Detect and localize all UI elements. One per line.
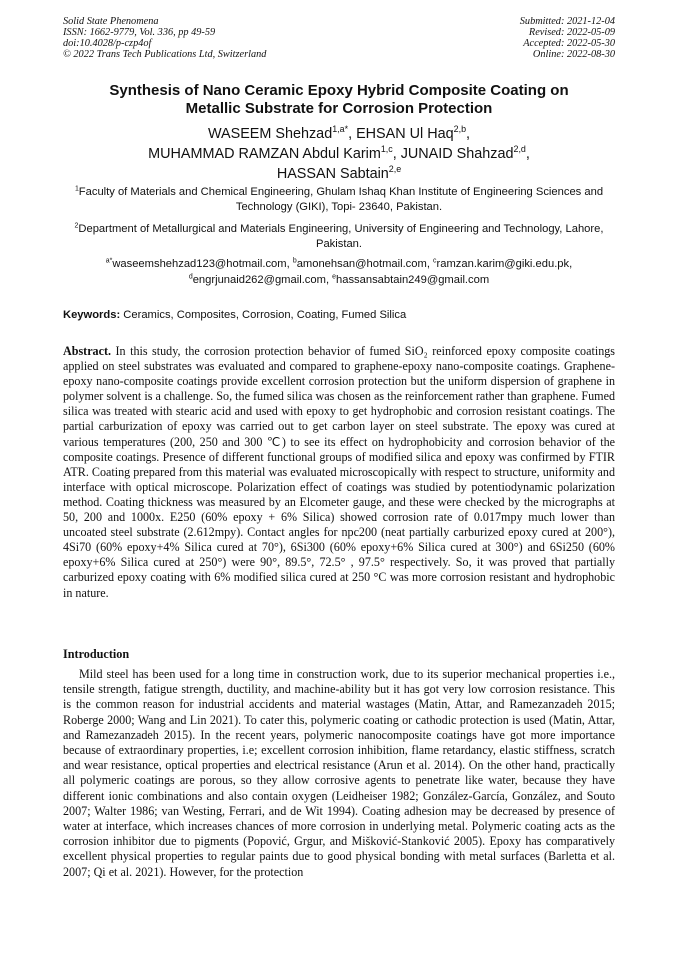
affiliation [63,222,615,252]
author-name: MUHAMMAD RAMZAN Abdul Karim [148,146,381,162]
author-affiliation-mark: 2,d [513,144,526,155]
author-name: WASEEM Shehzad [207,126,333,142]
keywords-text: Ceramics, Composites, Corrosion, Coating, Fumed Silica [120,309,407,321]
affiliation-text: Faculty of Materials and Chemical Engineering, Ghulam Ishaq Khan Institute of Engineering Sciences and Technology (GIKI), Topi- 23640, Pakistan. [78,186,604,213]
keywords-label: Keywords: [63,309,121,321]
email: ramzan.karim@giki.edu.pk, [436,258,573,270]
email-mark: e [332,272,337,280]
email: engrjunaid262@gmail.com, [192,273,333,286]
affiliation-number: 2 [74,222,79,230]
section-heading-introduction: Introduction [63,647,130,661]
affiliation [63,185,615,215]
online-date: Online: 2022-08-30 [532,49,615,60]
revised-date: Revised: 2022-05-09 [528,27,615,38]
journal-info [63,16,266,60]
email-list [63,257,615,288]
paper-title [63,82,615,118]
introduction-paragraph: Mild steel has been used for a long time in construction work, due to its superior mechanical properties i.e., tensile strength, fatigue strength, ductility, and machine-ability but it has got very low corrosion resistance. This is the common reason for industrial accidents and material wastages (Matin, Attar, and Ramezanzadeh 2015; Roberge 2000; Wang and Lin 2021). To cater this, polymeric coating or cathodic protection is used (Matin, Attar, and Ramezanzadeh 2015). In the recent years, polymeric nanocomposite coatings have got more importance because of extraordinary properties, i.e; excellent corrosion inhibition, flame retardancy, elastic stiffness, scratch and wear resistance, optical properties and electrical resistance (Arun et al. 2014). On the other hand, practically all polymeric coatings are porous, so they allow corrosive agents to penetrate like water, because they have different ionic combinations and also contain oxygen (Leidheiser 1982; González-García, González, and Souto 2007; Walter 1986; van Westing, Ferrari, and de Wit 1994). Coating adhesion may be decreased by presence of water at interface, which increases chances of more corrosion in underlying metal. Polymeric coating acts as the corrosion inhibitor due to pigments (Popović, Grgur, and Mišković-Stanković 2005). Epoxy has comparatively excellent physical properties to regular paints due to good physical bonding with metal surfaces (Barletta et al. 2007; Qi et al. 2021). However, for the protection [63,667,615,879]
email: waseemshehzad123@hotmail.com, [112,258,293,270]
doi: doi:10.4028/p-czp4of [63,38,152,49]
dates-info [520,16,615,60]
affiliation-number: 1 [74,185,79,193]
author-affiliation-mark: 2,b [453,124,467,135]
keywords [63,308,615,322]
journal-name: Solid State Phenomena [63,16,159,27]
affiliation-text: Department of Metallurgical and Materials Engineering, University of Engineering and Technology, Lahore, Pakistan. [78,223,604,250]
submitted-date: Submitted: 2021-12-04 [519,16,615,27]
email-mark: b [292,257,297,265]
author-affiliation-mark: 1,c [380,144,393,155]
abstract-label: Abstract. [63,344,112,358]
abstract [63,344,615,601]
abstract-text: In this study, the corrosion protection behavior of fumed SiO₂ reinforced epoxy composite coatings applied on steel substrates was evaluated and compared to graphene-epoxy nano-composite coatings. Graphene-epoxy nano-composite coatings provide excellent corrosion protection but the uniform dispersion of graphene in polymer solvent is a challenge. So, the fumed silica was chosen as the reinforcement rather than graphene. Fumed silica was treated with stearic acid and used with epoxy to get hydrophobic and corrosion resistant coatings. The partial carburization of epoxy was carried out to get carbon layer on steel substrate. The epoxy was cured at various temperatures (200, 250 and 300 ℃) to see its effect on hydrophobicity and corrosion behavior of the composite coatings. Presence of different functional groups of modified silica and epoxy was confirmed by FTIR ATR. Coating prepared from this material was evaluated microscopically with respect to structure, uniformity and interface with optical microscope. Polarization effect of coatings was studied by potentiodynamic polarization method. Coating thickness was measured by an Elcometer gauge, and these were checked by the micrographs at 50, 200 and 1000x. E250 (60% epoxy + 6% Silica) showed corrosion rate of 0.017mpy much lower than uncoated steel substrate (2.612mpy). Contact angles for npc200 (neat partially carburized epoxy cured at 200°), 4Si70 (60% epoxy+4% Silica cured at 70°), 6Si300 (60% epoxy+6% Silica cured at 300°) and 6Si250 (60% epoxy+6% Silica cured at 250°) were 90°, 89.5°, 72.5° , 97.5° respectively. So, it was proved that partially carburized epoxy coating with 6% modified silica cured at 250 °C was more corrosion resistant and hydrophobic in nature. [63,344,615,600]
copyright: © 2022 Trans Tech Publications Ltd, Switzerland [63,49,267,60]
email: hassansabtain249@gmail.com [336,273,490,286]
email-mark: a* [105,257,113,265]
title-line: Metallic Substrate for Corrosion Protection [185,100,493,117]
author-list: WASEEM Shehzad$^{1,a*}$, EHSAN Ul Haq$^{2,b}$, MUHAMMAD RAMZAN Abdul Karim$^{1,c}$, JUNAID Shahzad$^{2,d}$, HASSAN Sabtain$^{2,e}$ [148,124,530,182]
title-line: Synthesis of Nano Ceramic Epoxy Hybrid Composite Coating on [109,82,569,99]
email-mark: d [188,272,193,280]
email-mark: c [433,257,437,265]
author-name: JUNAID Shahzad [400,146,514,162]
author-affiliation-mark: 1,a* [332,124,349,135]
author-name: HASSAN Sabtain [276,166,389,182]
author-name: EHSAN Ul Haq [356,126,454,142]
email: amonehsan@hotmail.com, [296,258,434,270]
author-affiliation-mark: 2,e [388,164,402,175]
journal-issn: ISSN: 1662-9779, Vol. 336, pp 49-59 [63,27,216,38]
accepted-date: Accepted: 2022-05-30 [523,38,615,49]
